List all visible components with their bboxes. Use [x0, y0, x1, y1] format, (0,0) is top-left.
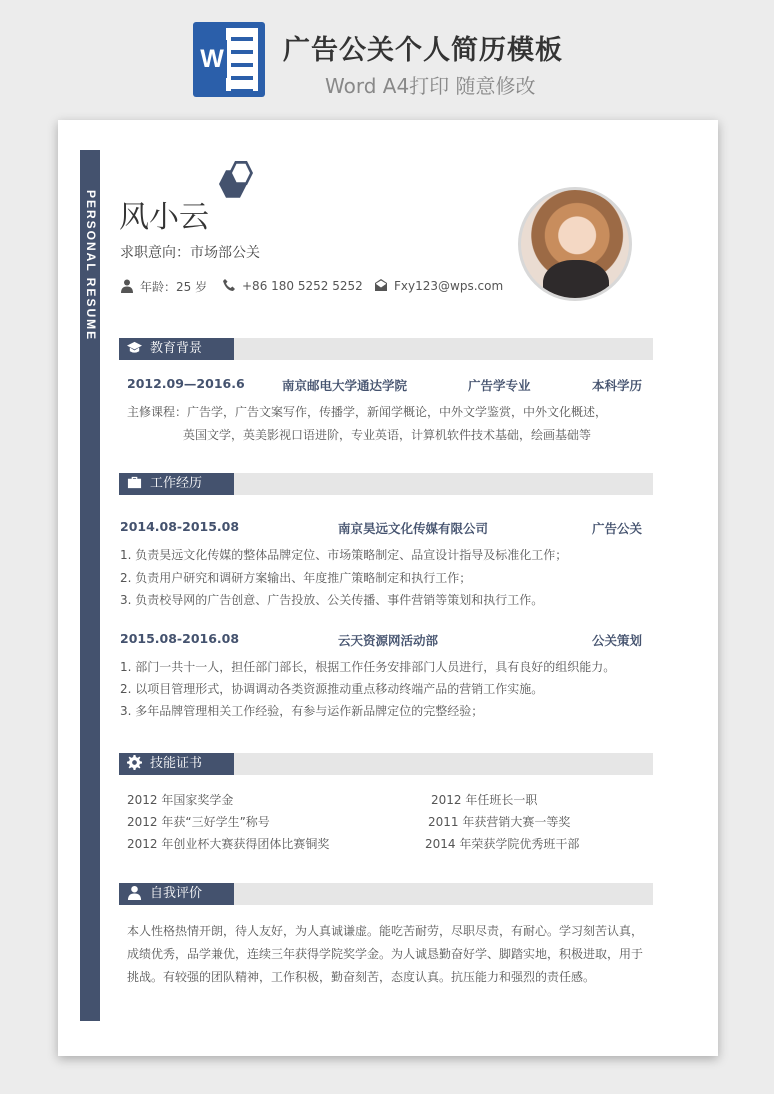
email-text: Fxy123@wps.com	[394, 279, 504, 293]
section-self-tab	[119, 883, 234, 905]
age-info	[120, 278, 207, 295]
section-work	[119, 473, 653, 495]
resume-sidebar	[80, 150, 100, 1021]
section-work-tab	[119, 473, 234, 495]
template-subtitle: Word A4打印 随意修改	[325, 74, 536, 98]
template-title: 广告公关个人简历模板	[283, 35, 563, 66]
job-duty: 1. 负责昊远文化传媒的整体品牌定位、市场策略制定、品宣设计指导及标准化工作；	[120, 548, 568, 562]
edu-major: 广告学专业	[468, 378, 531, 393]
section-education-tab	[119, 338, 234, 360]
job-duty: 3. 负责校导网的广告创意、广告投放、公关传播、事件营销等策划和执行工作。	[120, 593, 544, 607]
side-label: PERSONAL RESUME	[84, 190, 98, 342]
section-title: 自我评价	[150, 886, 203, 901]
phone-text: +86 180 5252 5252	[242, 279, 363, 293]
job-company: 云天资源网活动部	[338, 633, 439, 648]
phone-icon	[222, 278, 236, 292]
section-education	[119, 338, 653, 360]
resume-page	[58, 120, 718, 1056]
section-title: 工作经历	[150, 476, 203, 491]
job-duty: 3. 多年品牌管理相关工作经验，有参与运作新品牌定位的完整经验；	[120, 704, 484, 718]
job-duty: 2. 以项目管理形式，协调调动各类资源推动重点移动终端产品的营销工作实施。	[120, 682, 544, 696]
skill-item: 2012 年任班长一职	[431, 793, 538, 807]
job-company: 南京昊远文化传媒有限公司	[338, 521, 489, 536]
job-intent: 求职意向：市场部公关	[120, 245, 260, 261]
job-duty: 1. 部门一共十一人，担任部门部长，根据工作任务安排部门人员进行，具有良好的组织能力。	[120, 660, 616, 674]
edu-courses-line: 主修课程：广告学，广告文案写作，传播学，新闻学概论，中外文学鉴赏，中外文化概述，	[127, 405, 608, 419]
skill-item: 2012 年获“三好学生”称号	[127, 815, 270, 829]
self-evaluation-line: 挑战。有较强的团队精神，工作积极，勤奋刻苦，态度认真。抗压能力和强烈的责任感。	[127, 970, 596, 984]
job-role: 公关策划	[592, 633, 643, 648]
profile-photo	[518, 187, 632, 301]
email-info	[374, 278, 503, 293]
job-period: 2015.08-2016.08	[120, 631, 240, 646]
word-page-lines	[226, 28, 258, 91]
candidate-name: 风小云	[119, 200, 209, 235]
section-self-evaluation	[119, 883, 653, 905]
job-duty: 2. 负责用户研究和调研方案输出、年度推广策略制定和执行工作；	[120, 571, 472, 585]
edu-courses-line: 英国文学，英美影视口语进阶，专业英语，计算机软件技术基础，绘画基础等	[183, 428, 592, 442]
job-period: 2014.08-2015.08	[120, 519, 240, 534]
skill-item: 2011 年获营销大赛一等奖	[428, 815, 571, 829]
page-header	[0, 0, 774, 112]
edu-degree: 本科学历	[592, 378, 643, 393]
skill-item: 2012 年创业杯大赛获得团体比赛铜奖	[127, 837, 330, 851]
edu-period: 2012.09—2016.6	[127, 376, 245, 391]
job-role: 广告公关	[592, 521, 643, 536]
user-icon	[127, 885, 142, 900]
person-icon	[120, 279, 134, 293]
age-text: 年龄：25 岁	[140, 280, 208, 294]
section-skills	[119, 753, 653, 775]
self-evaluation-line: 成绩优秀，品学兼优，连续三年获得学院奖学金。为人诚恳勤奋好学、脚踏实地，积极进取，用于	[127, 947, 644, 961]
edu-school: 南京邮电大学通达学院	[282, 378, 408, 393]
briefcase-icon	[127, 475, 142, 490]
skill-item: 2014 年荣获学院优秀班干部	[425, 837, 580, 851]
section-title: 教育背景	[150, 341, 203, 356]
section-skills-tab	[119, 753, 234, 775]
mail-icon	[374, 278, 388, 292]
skill-item: 2012 年国家奖学金	[127, 793, 234, 807]
graduation-cap-icon	[127, 340, 142, 355]
word-letter: W	[197, 40, 227, 78]
gear-icon	[127, 755, 142, 770]
self-evaluation-line: 本人性格热情开朗，待人友好，为人真诚谦虚。能吃苦耐劳，尽职尽责，有耐心。学习刻苦认真，	[127, 924, 644, 938]
phone-info	[222, 278, 363, 293]
word-icon	[193, 22, 265, 97]
section-title: 技能证书	[150, 756, 203, 771]
